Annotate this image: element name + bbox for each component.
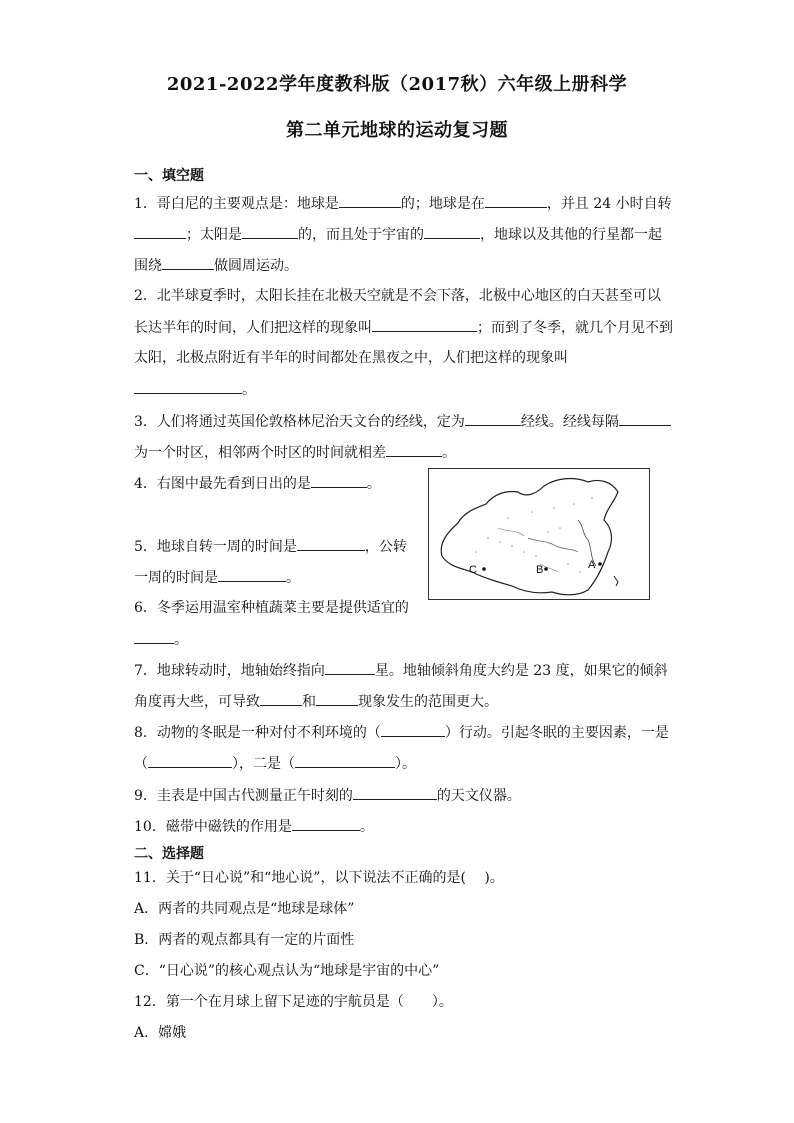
blank[interactable]: [260, 691, 302, 706]
q1-line-3: 围绕 做圆周运动。: [134, 255, 298, 276]
blank[interactable]: [485, 193, 547, 208]
q8-line-1: 8．动物的冬眠是一种对付不利环境的（ ）行动。引起冬眠的主要因素，一是: [134, 722, 669, 743]
q6-line-1: 6．冬季运用温室种植蔬菜主要是提供适宜的: [134, 600, 409, 616]
section-fill-in-heading: 一、填空题: [134, 168, 204, 184]
blank[interactable]: [325, 660, 375, 675]
section-choice-heading: 二、选择题: [134, 846, 204, 862]
q1-line-1: 1．哥白尼的主要观点是：地球是 的；地球是在 ，并且 24 小时自转: [134, 193, 672, 214]
q7-line-2: 角度再大些，可导致 和 现象发生的范围更大。: [134, 691, 498, 712]
blank[interactable]: [218, 567, 286, 582]
title-line-2: 第二单元地球的运动复习题: [286, 120, 508, 141]
q10-line: 10．磁带中磁铁的作用是 。: [134, 816, 374, 837]
china-map-figure: [428, 468, 650, 600]
blank[interactable]: [339, 193, 401, 208]
blank[interactable]: [381, 722, 445, 737]
blank[interactable]: [311, 473, 367, 488]
q6-line-2: 。: [134, 629, 188, 650]
q5-line-2: 一周的时间是 。: [134, 567, 300, 588]
blank[interactable]: [316, 691, 358, 706]
blank[interactable]: [424, 224, 480, 239]
blank[interactable]: [297, 536, 365, 551]
map-label-a: A: [588, 559, 596, 571]
blank[interactable]: [295, 753, 395, 768]
q2-line-2: 长达半年的时间，人们把这样的现象叫 ；而到了冬季，就几个月见不到: [134, 317, 673, 338]
map-point-b: [544, 567, 548, 571]
q12-option-a[interactable]: A．嫦娥: [134, 1025, 187, 1041]
q1-line-2: ；太阳是 的，而且处于宇宙的 ，地球以及其他的行星都一起: [134, 224, 662, 245]
blank[interactable]: [372, 317, 477, 332]
blank[interactable]: [134, 379, 242, 394]
q11-option-a[interactable]: A．两者的共同观点是“地球是球体”: [134, 901, 355, 917]
blank[interactable]: [242, 224, 298, 239]
blank[interactable]: [386, 442, 442, 457]
q11-stem: 11．关于“日心说”和“地心说”，以下说法不正确的是( )。: [134, 870, 504, 886]
blank[interactable]: [134, 224, 186, 239]
title-line-1: 2021-2022学年度教科版（2017秋）六年级上册科学: [166, 74, 628, 95]
q11-option-c[interactable]: C．“日心说”的核心观点认为“地球是宇宙的中心”: [134, 963, 440, 979]
q7-line-1: 7．地球转动时，地轴始终指向 星。地轴倾斜角度大约是 23 度，如果它的倾斜: [134, 660, 668, 681]
q2-line-4: 。: [134, 379, 256, 400]
q3-line-2: 为一个时区，相邻两个时区的时间就相差 。: [134, 442, 456, 463]
q2-line-3: 太阳，北极点附近有半年的时间都处在黑夜之中，人们把这样的现象叫: [134, 350, 568, 366]
q4-line: 4．右图中最先看到日出的是 。: [134, 473, 381, 494]
map-point-a: [598, 562, 602, 566]
blank[interactable]: [465, 411, 521, 426]
q8-line-2: （ ），二是（ ）。: [134, 753, 416, 774]
blank[interactable]: [148, 753, 232, 768]
q3-line-1: 3．人们将通过英国伦敦格林尼治天文台的经线，定为 经线。经线每隔: [134, 411, 671, 432]
q2-line-1: 2．北半球夏季时，太阳长挂在北极天空就是不会下落，北极中心地区的白天甚至可以: [134, 288, 661, 304]
blank[interactable]: [162, 255, 214, 270]
map-label-c: C: [469, 564, 477, 576]
q11-option-b[interactable]: B．两者的观点都具有一定的片面性: [134, 932, 355, 948]
blank[interactable]: [353, 785, 437, 800]
map-point-c: [482, 567, 486, 571]
blank[interactable]: [619, 411, 671, 426]
q9-line: 9．圭表是中国古代测量正午时刻的 的天文仪器。: [134, 785, 521, 806]
blank[interactable]: [134, 629, 174, 644]
q12-stem: 12．第一个在月球上留下足迹的宇航员是（ ）。: [134, 994, 453, 1010]
blank[interactable]: [292, 816, 360, 831]
map-label-b: B: [536, 564, 544, 576]
q5-line-1: 5．地球自转一周的时间是 ，公转: [134, 536, 407, 557]
